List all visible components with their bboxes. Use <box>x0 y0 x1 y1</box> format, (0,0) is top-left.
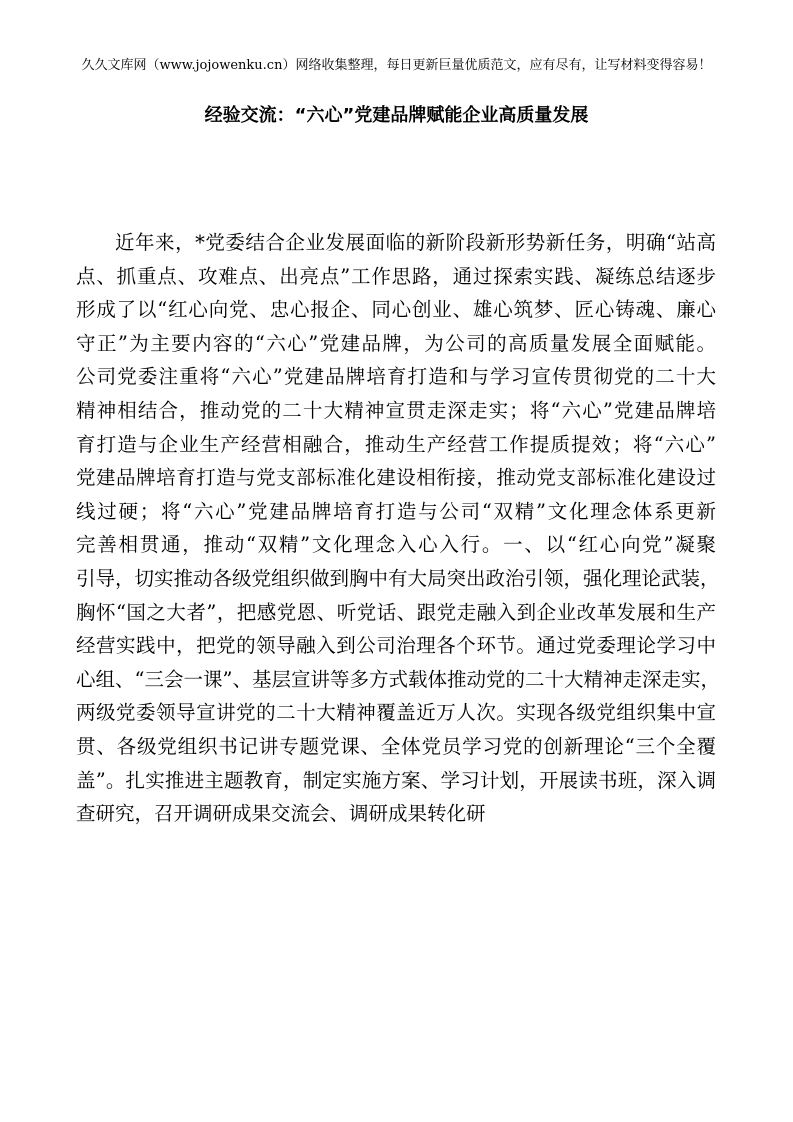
body-line: 精神相结合，推动党的二十大精神宣贯走深走实；将“六心”党建品牌培 <box>76 398 716 422</box>
body-line: 形成了以“红心向党、忠心报企、同心创业、雄心筑梦、匠心铸魂、廉心 <box>76 298 716 322</box>
body-line: 查研究，召开调研成果交流会、调研成果转化研 <box>76 802 486 826</box>
body-paragraph <box>76 226 720 831</box>
body-line: 经营实践中，把党的领导融入到公司治理各个环节。通过党委理论学习中 <box>76 634 716 658</box>
body-line: 近年来，*党委结合企业发展面临的新阶段新形势新任务，明确“站高 <box>115 231 716 254</box>
body-line: 引导，切实推动各级党组织做到胸中有大局突出政治引领，强化理论武装， <box>76 566 720 590</box>
body-line: 盖”。扎实推进主题教育，制定实施方案、学习计划，开展读书班，深入调 <box>76 768 716 792</box>
document-title: 经验交流：“六心”党建品牌赋能企业高质量发展 <box>204 105 589 126</box>
body-line: 公司党委注重将“六心”党建品牌培育打造和与学习宣传贯彻党的二十大 <box>76 365 716 389</box>
body-line: 贯、各级党组织书记讲专题党课、全体党员学习党的创新理论“三个全覆 <box>76 734 716 758</box>
body-line: 两级党委领导宣讲党的二十大精神覆盖近万人次。实现各级党组织集中宣 <box>76 701 716 725</box>
body-line: 完善相贯通，推动“双精”文化理念入心入行。一、以“红心向党”凝聚 <box>76 533 716 557</box>
body-line: 点、抓重点、攻难点、出亮点”工作思路，通过探索实践、凝练总结逐步 <box>76 264 716 288</box>
body-line: 党建品牌培育打造与党支部标准化建设相衔接，推动党支部标准化建设过 <box>76 466 716 490</box>
body-line: 守正”为主要内容的“六心”党建品牌，为公司的高质量发展全面赋能。 <box>76 331 716 355</box>
body-line: 线过硬；将“六心”党建品牌培育打造与公司“双精”文化理念体系更新 <box>76 499 716 523</box>
source-header-note: 久久文库网（www.jojowenku.cn）网络收集整理，每日更新巨量优质范文，应有尽有，让写材料变得容易！ <box>81 58 712 73</box>
body-line: 育打造与企业生产经营相融合，推动生产经营工作提质提效；将“六心” <box>76 432 716 456</box>
body-line: 胸怀“国之大者”，把感党恩、听党话、跟党走融入到企业改革发展和生产 <box>76 600 716 624</box>
body-line: 心组、“三会一课”、基层宣讲等多方式载体推动党的二十大精神走深走实， <box>76 667 720 691</box>
